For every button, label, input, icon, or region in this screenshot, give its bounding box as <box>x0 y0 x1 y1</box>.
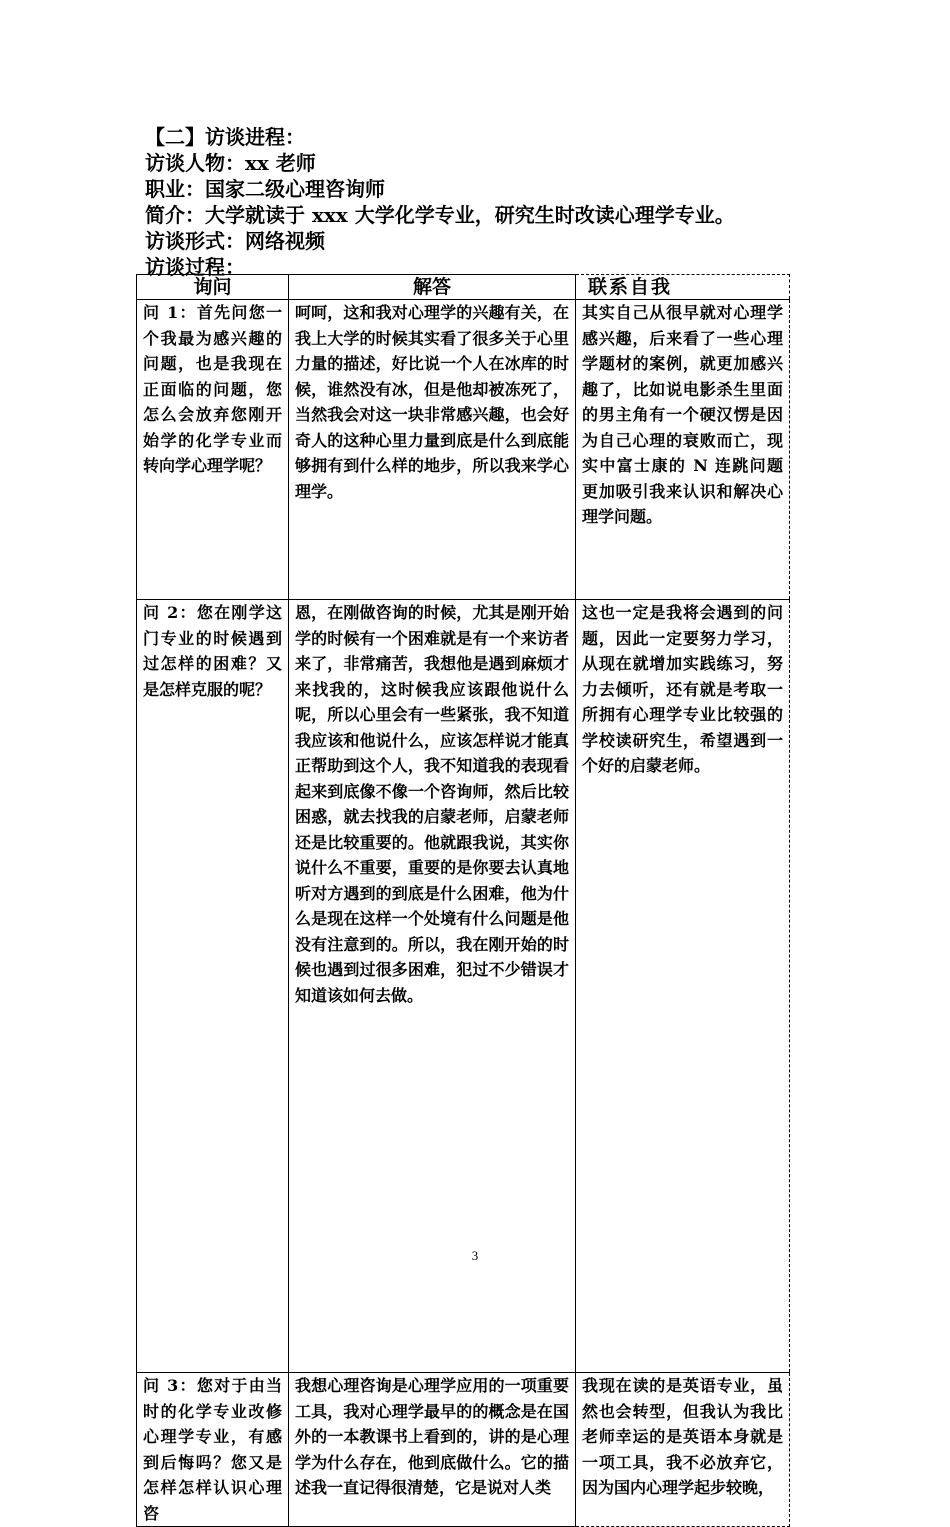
question-text: 问 1：首先问您一个我最为感兴趣的问题，也是我现在正面临的问题，您怎么会放弃您刚开始学的化学专业而转向学心理学呢？ <box>143 303 282 475</box>
answer-cell <box>289 300 576 600</box>
self-reflection-cell <box>576 1373 790 1527</box>
self-reflection-text: 其实自己从很早就对心理学感兴趣，后来看了一些心理学题材的案例，就更加感兴趣了，比如说电影杀生里面的男主角有一个硬汉愣是因为自己心理的衰败而亡，现实中富士康的 N 连跳问题更加吸引我来认识和解决心理学问题。 <box>582 303 783 526</box>
question-cell <box>137 1373 289 1527</box>
self-reflection-cell <box>576 300 790 600</box>
page-number: 3 <box>471 1248 479 1263</box>
interview-header <box>145 124 845 280</box>
answer-text: 我想心理咨询是心理学应用的一项重要工具，我对心理学最早的的概念是在国外的一本教课书上看到的，讲的是心理学为什么存在，他到底做什么。它的描述我一直记得很清楚，它是说对人类 <box>295 1376 569 1497</box>
column-header-answer: 解答 <box>289 275 576 300</box>
interview-process-line: 访谈过程： <box>145 255 245 279</box>
table-row <box>137 1373 790 1527</box>
table-header-row <box>137 275 790 300</box>
answer-text: 呵呵，这和我对心理学的兴趣有关，在我上大学的时候其实看了很多关于心里力量的描述，好比说一个人在冰库的时候，谁然没有冰，但是他却被冻死了，当然我会对这一块非常感兴趣，也会好奇人的这种心里力量到底是什么到底能够拥有到什么样的地步，所以我来学心理学。 <box>295 303 569 501</box>
occupation-line: 职业：国家二级心理咨询师 <box>145 177 385 201</box>
interviewee-line: 访谈人物：xx 老师 <box>145 151 316 175</box>
answer-cell <box>289 1373 576 1527</box>
profile-line: 简介：大学就读于 xxx 大学化学专业，研究生时改读心理学专业。 <box>145 203 735 227</box>
question-text: 问 2：您在刚学这门专业的时候遇到过怎样的困难？又是怎样克服的呢？ <box>143 603 282 699</box>
question-cell <box>137 300 289 600</box>
table-row <box>137 300 790 600</box>
self-reflection-text: 我现在读的是英语专业，虽然也会转型，但我认为我比老师幸运的是英语本身就是一项工具，我不必放弃它，因为国内心理学起步较晚， <box>582 1376 783 1497</box>
answer-text: 恩，在刚做咨询的时候，尤其是刚开始学的时候有一个困难就是有一个来访者来了，非常痛苦，我想他是遇到麻烦才来找我的，这时候我应该跟他说什么呢，所以心里会有一些紧张，我不知道我应该和他说什么，应该怎样说才能真正帮助到这个人，我不知道我的表现看起来到底像不像一个咨询师，然后比较困惑，就去找我的启蒙老师，启蒙老师还是比较重要的。他就跟我说，其实你说什么不重要，重要的是你要去认真地听对方遇到的到底是什么困难，他为什么是现在这样一个处境有什么问题是他没有注意到的。所以，我在刚开始的时候也遇到过很多困难，犯过不少错误才知道该如何去做。 <box>295 603 569 1005</box>
column-header-question: 询问 <box>137 275 289 300</box>
self-reflection-text: 这也一定是我将会遇到的问题，因此一定要努力学习，从现在就增加实践练习，努力去倾听，还有就是考取一所拥有心理学专业比较强的学校读研究生，希望遇到一个好的启蒙老师。 <box>582 603 783 775</box>
question-text: 问 3：您对于由当时的化学专业改修心理学专业，有感到后悔吗？您又是怎样怎样认识心理咨 <box>143 1376 282 1523</box>
interview-format-line: 访谈形式：网络视频 <box>145 229 325 253</box>
section-heading: 【二】访谈进程： <box>145 125 305 149</box>
column-header-self-reflection: 联系自我 <box>576 275 790 300</box>
interview-table <box>136 274 790 1527</box>
